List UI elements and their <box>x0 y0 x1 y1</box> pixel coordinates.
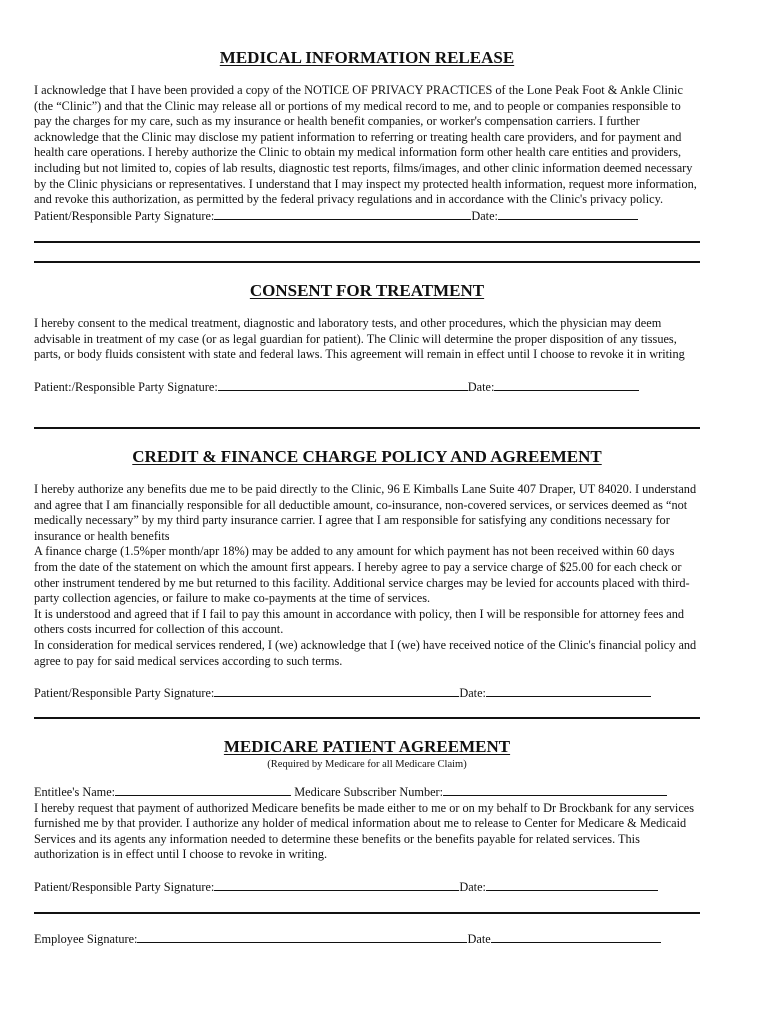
entitlee-name-field[interactable] <box>115 784 291 796</box>
medicare-title: MEDICARE PATIENT AGREEMENT <box>223 737 511 756</box>
consent-body: I hereby consent to the medical treatment, diagnostic and laboratory tests, and other procedures, which the physician may deem advisable in treatment of my case (or as legal guardian for patient). The Clinic will determine the proper disposition of any tissues, parts, or body fluids consistent with state and federal laws. This agreement will remain in effect until I choose to revoke it in writing <box>34 316 685 362</box>
medicare-body: I hereby request that payment of authorized Medicare benefits be made either to me or on my behalf to Dr Brockbank for any services furnished me by that provider. I authorize any holder of medical information about me to release to Center for Medicare & Medicaid Services and its agents any information needed to determine these benefits or the benefits payable for related services. This authorization is in effect until I choose to revoke in writing. <box>34 800 695 862</box>
medicare-section <box>34 737 700 896</box>
signature-field[interactable] <box>218 379 468 391</box>
consent-signature-row <box>34 379 700 396</box>
medical-release-body: I acknowledge that I have been provided a copy of the NOTICE OF PRIVACY PRACTICES of the Lone Peak Foot & Ankle Clinic (the “Clinic”) and that the Clinic may release all or portions of my medical record to me, and to people or companies responsible to pay the charges for my care, such as my insurance or health benefit companies, or worker's compensation carriers. I further acknowledge that the Clinic may disclose my patient information to referring or treating health care providers, and for payment and health care operations. I hereby authorize the Clinic to obtain my medical information form other health care entities and providers, including but not limited to, copies of lab results, diagnostic test reports, films/images, and other clinic information deemed necessary by the Clinic physicians or representatives. I understand that I may inspect my protected health information, request more information, and revoke this authorization, as permitted by the federal privacy regulations and in accordance with the Clinic's privacy policy. <box>34 83 697 207</box>
divider <box>34 241 700 243</box>
credit-section <box>34 447 700 702</box>
employee-signature-label: Employee Signature: <box>34 932 138 946</box>
credit-paragraph: It is understood and agreed that if I fail to pay this amount in accordance with policy, then I will be responsible for attorney fees and others costs incurred for collection of this account. <box>34 606 685 637</box>
date-label: Date: <box>459 686 486 701</box>
medical-release-title: MEDICAL INFORMATION RELEASE <box>219 48 515 67</box>
date-label: Date: <box>459 879 486 894</box>
medical-release-section <box>34 48 700 224</box>
employee-signature-field[interactable] <box>137 931 467 943</box>
credit-paragraph: In consideration for medical services rendered, I (we) acknowledge that I (we) have received notice of the Clinic's financial policy and agree to pay for said medical services according to such terms. <box>34 637 697 668</box>
employee-signature-row <box>34 931 700 948</box>
credit-signature-row <box>34 685 700 702</box>
signature-label: Patient/Responsible Party Signature: <box>34 208 215 223</box>
divider <box>34 717 700 719</box>
date-field[interactable] <box>486 879 658 891</box>
divider <box>34 912 700 914</box>
divider <box>34 427 700 429</box>
date-label: Date <box>467 932 491 946</box>
date-label: Date: <box>467 379 495 394</box>
medicare-subtitle: (Required by Medicare for all Medicare Claim) <box>267 759 467 770</box>
consent-section <box>34 281 700 395</box>
credit-title: CREDIT & FINANCE CHARGE POLICY AND AGREEMENT <box>132 447 602 466</box>
credit-paragraph: I hereby authorize any benefits due me to be paid directly to the Clinic, 96 E Kimballs Lane Suite 407 Draper, UT 84020. I understand and agree that I am financially responsible for all deductible amount, co-insurance, non-covered services, or services deemed as “not medically necessary” by my third party insurance carrier. I agree that I am responsible for satisfying any conditions necessary for insurance or health benefits <box>34 482 697 543</box>
signature-field[interactable] <box>214 208 471 220</box>
date-field[interactable] <box>494 379 639 391</box>
entitlee-label: Entitlee's Name: <box>34 785 116 799</box>
signature-field[interactable] <box>214 685 459 697</box>
credit-body <box>34 482 700 669</box>
medical-release-signature-row <box>34 208 700 225</box>
medicare-entitlee-row <box>34 784 700 801</box>
signature-label: Patient/Responsible Party Signature: <box>34 686 215 701</box>
credit-paragraph: A finance charge (1.5%per month/apr 18%) may be added to any amount for which payment has not been received within 60 days from the date of the statement on which the amount first appears. I hereby agree to pay a service charge of $25.00 for each check or other instrument tendered by me but returned to this facility. Additional service charges may be levied for accounts placed with third-party collection agencies, or failure to make co-payments at the time of services. <box>34 544 690 606</box>
date-field[interactable] <box>486 685 651 697</box>
signature-label: Patient:/Responsible Party Signature: <box>34 379 218 394</box>
date-field[interactable] <box>491 931 661 943</box>
subscriber-label: Medicare Subscriber Number: <box>294 785 444 799</box>
date-label: Date: <box>471 208 498 223</box>
signature-label: Patient/Responsible Party Signature: <box>34 879 215 894</box>
date-field[interactable] <box>498 208 638 220</box>
consent-title: CONSENT FOR TREATMENT <box>249 281 485 300</box>
signature-field[interactable] <box>214 879 459 891</box>
medicare-signature-row <box>34 879 700 896</box>
subscriber-number-field[interactable] <box>443 784 667 796</box>
divider <box>34 261 700 263</box>
employee-section <box>34 931 700 948</box>
